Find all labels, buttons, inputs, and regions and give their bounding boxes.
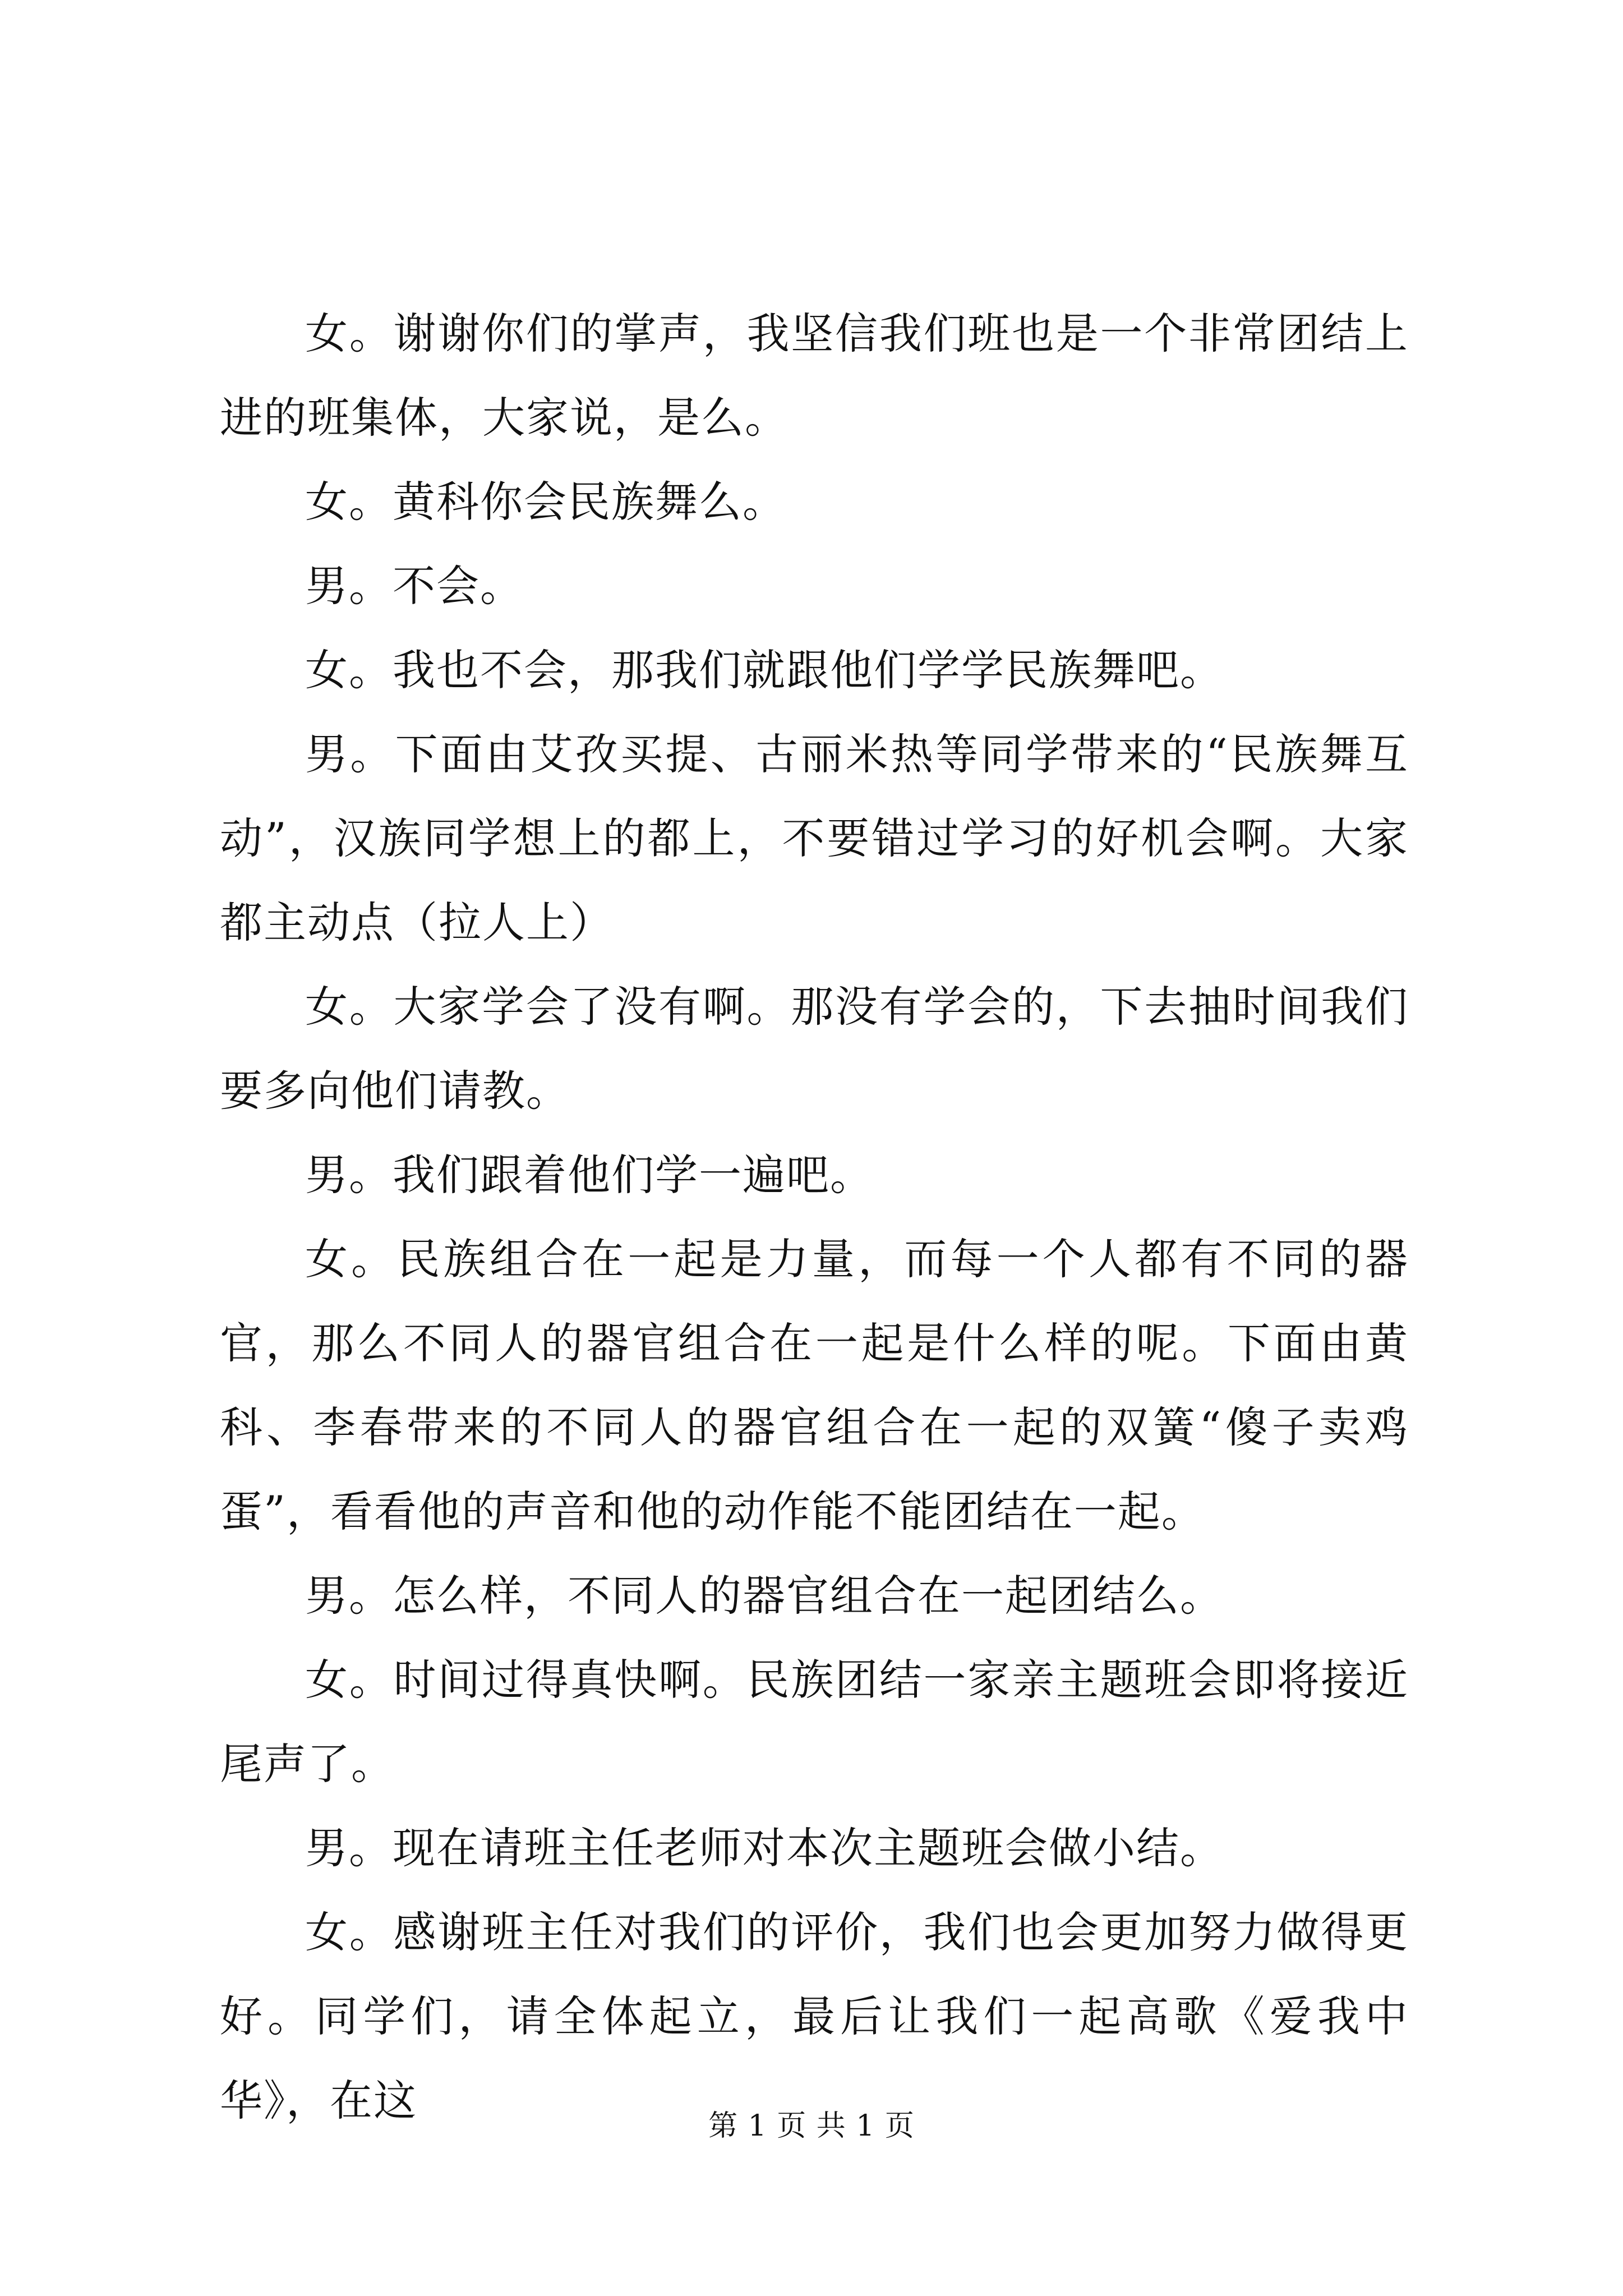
paragraph: 男。不会。 <box>305 561 524 611</box>
paragraph: 男。现在请班主任老师对本次主题班会做小结。 <box>305 1823 1224 1873</box>
paragraph: 女。时间过得真快啊。民族团结一家亲主题班会即将接近尾声了。 <box>220 1655 1409 1789</box>
paragraph: 男。下面由艾孜买提、古丽米热等同学带来的“民族舞互动”，汉族同学想上的都上，不要错过学习的好机会啊。大家都主动点（拉人上） <box>220 729 1409 947</box>
paragraph: 女。谢谢你们的掌声，我坚信我们班也是一个非常团结上进的班集体，大家说，是么。 <box>220 309 1409 443</box>
paragraph: 男。我们跟着他们学一遍吧。 <box>305 1150 874 1200</box>
page-footer: 第 1 页 共 1 页 <box>708 2109 915 2143</box>
document-body <box>220 292 1409 2143</box>
paragraph: 女。感谢班主任对我们的评价，我们也会更加努力做得更好。同学们，请全体起立，最后让我们一起高歌《爱我中华》，在这 <box>220 1907 1409 2125</box>
paragraph: 女。大家学会了没有啊。那没有学会的，下去抽时间我们要多向他们请教。 <box>220 982 1409 1116</box>
paragraph: 女。我也不会，那我们就跟他们学学民族舞吧。 <box>305 645 1224 695</box>
paragraph: 女。黄科你会民族舞么。 <box>305 477 786 527</box>
paragraph: 女。民族组合在一起是力量，而每一个人都有不同的器官，那么不同人的器官组合在一起是什么样的呢。下面由黄科、李春带来的不同人的器官组合在一起的双簧“傻子卖鸡蛋”，看看他的声音和他的动作能不能团结在一起。 <box>220 1234 1409 1536</box>
paragraph: 男。怎么样，不同人的器官组合在一起团结么。 <box>305 1571 1224 1621</box>
